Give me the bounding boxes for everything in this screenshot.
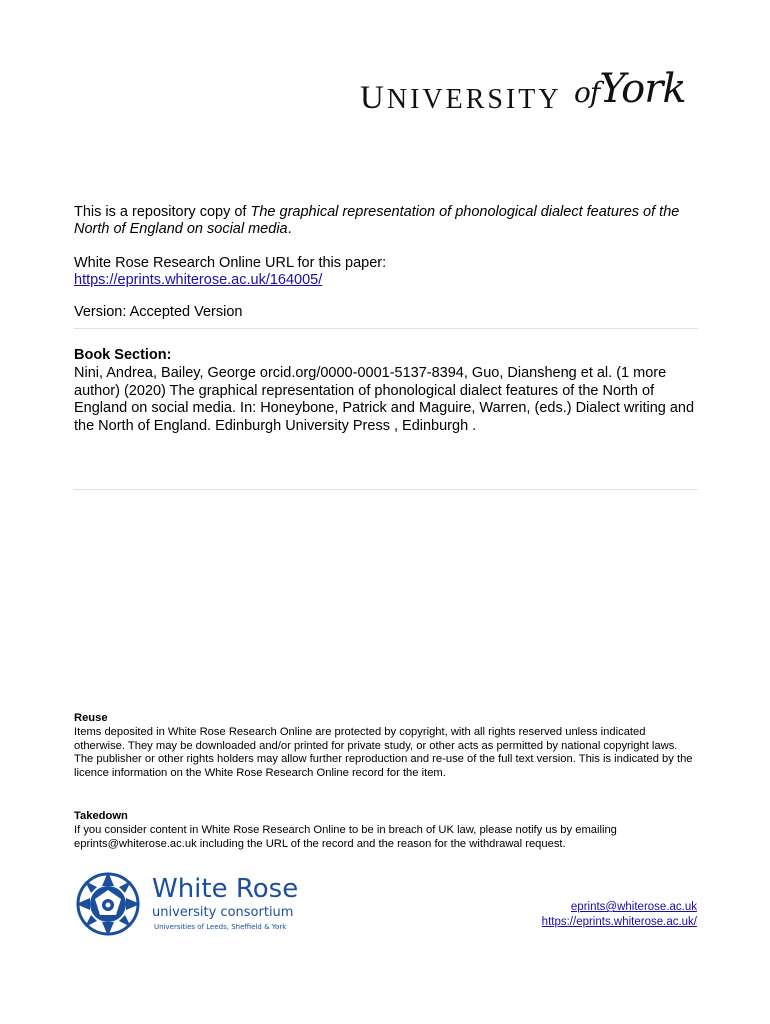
- logo-word-rest: NIVERSITY: [386, 84, 562, 115]
- white-rose-title: White Rose: [152, 874, 299, 904]
- reuse-heading: Reuse: [74, 712, 108, 724]
- reuse-section: [74, 712, 698, 781]
- logo-script-york: York: [599, 66, 686, 112]
- divider: [74, 328, 698, 329]
- white-rose-emblem-icon: [72, 868, 144, 940]
- logo-cap-letter: U: [360, 80, 387, 116]
- book-section: [74, 347, 698, 435]
- paper-title: The graphical representation of phonological dialect features of the North of England on social media: [74, 204, 680, 237]
- takedown-heading: Takedown: [74, 810, 128, 822]
- url-label: White Rose Research Online URL for this paper:: [74, 255, 387, 271]
- divider: [74, 489, 698, 490]
- takedown-body: If you consider content in White Rose Research Online to be in breach of UK law, please notify us by emailing eprints@whiterose.ac.uk including the URL of the record and the reason for the withdrawal request.: [74, 823, 617, 850]
- email-link[interactable]: eprints@whiterose.ac.uk: [570, 901, 697, 913]
- reuse-body: Items deposited in White Rose Research Online are protected by copyright, with all rights reserved unless indicated otherwise. They may be downloaded and/or printed for private study, or other acts as permitted by national copyright laws. The publisher or other rights holders may allow further reproduction and re-use of the full text version. This is indicated by the licence information on the White Rose Research Online record for the item.: [74, 725, 693, 780]
- book-section-heading: Book Section:: [74, 347, 172, 363]
- version-text: Version: Accepted Version: [74, 304, 243, 320]
- paper-url-link[interactable]: https://eprints.whiterose.ac.uk/164005/: [74, 272, 323, 288]
- white-rose-subtitle: university consortium: [152, 905, 294, 920]
- white-rose-tagline: Universities of Leeds, Sheffield & York: [154, 923, 287, 931]
- website-link[interactable]: https://eprints.whiterose.ac.uk/: [541, 915, 697, 928]
- intro-text: [74, 204, 698, 238]
- intro-suffix: .: [287, 221, 292, 237]
- logo-script-of: of: [574, 76, 600, 109]
- york-script-wordmark: [574, 66, 686, 112]
- book-section-citation: Nini, Andrea, Bailey, George orcid.org/0000-0001-5137-8394, Guo, Diansheng et al. (1 more author) (2020) The graphical representation of phonological dialect features of the North of England on social media. In: Honeybone, Patrick and Maguire, Warren, (eds.) Dialect writing and the North of England. Edinburgh University Press , Edinburgh .: [74, 365, 695, 434]
- intro-prefix: This is a repository copy of: [74, 204, 251, 220]
- university-wordmark: [360, 80, 562, 117]
- white-rose-logo: [72, 868, 312, 938]
- university-of-york-logo: [360, 66, 700, 116]
- takedown-section: [74, 810, 698, 851]
- url-section: [74, 255, 698, 289]
- contact-links: [542, 900, 697, 929]
